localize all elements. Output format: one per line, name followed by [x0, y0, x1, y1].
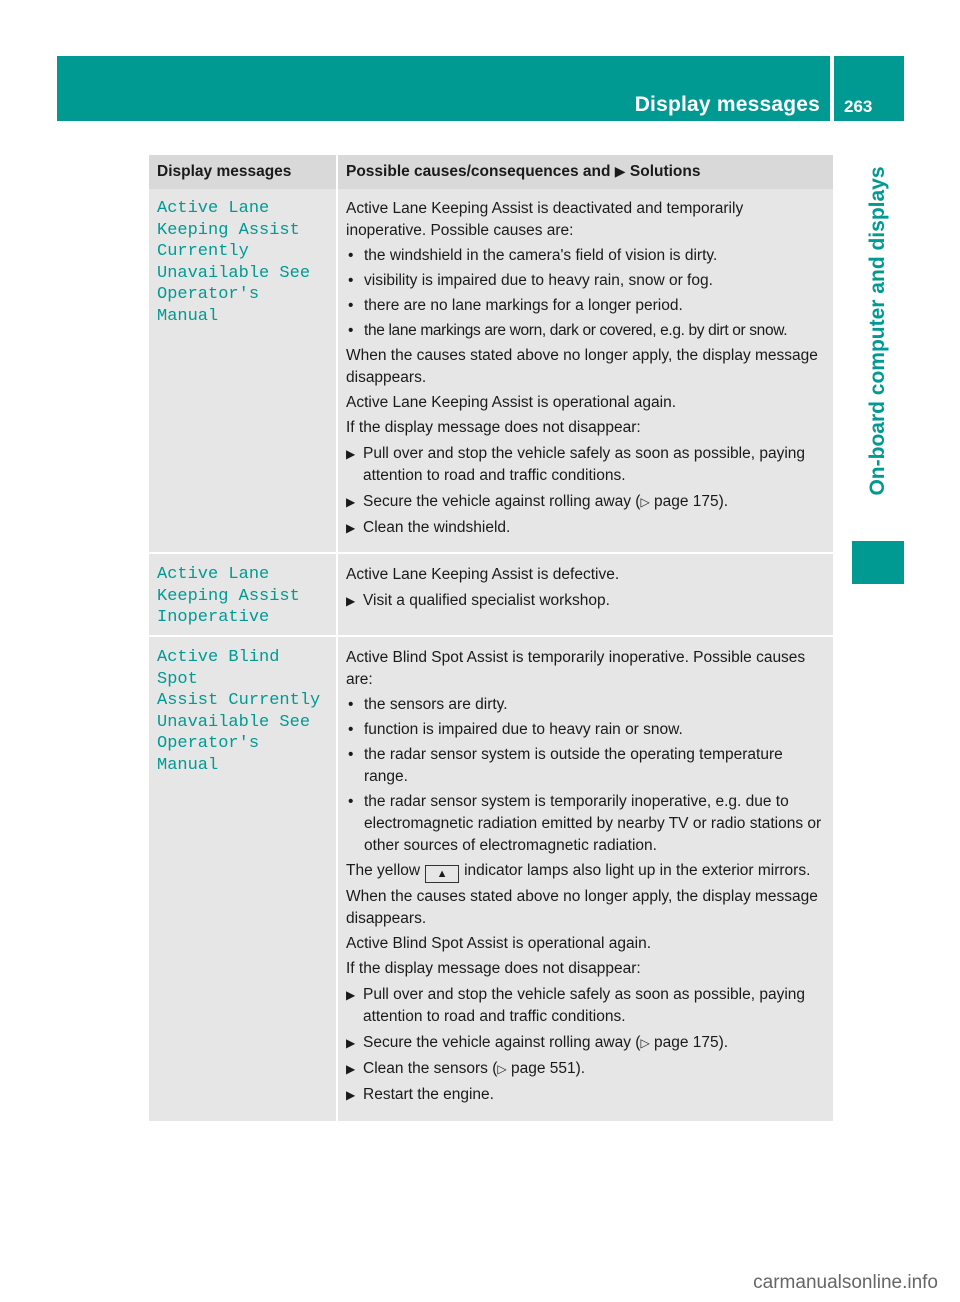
side-tab-label: On-board computer and displays — [866, 166, 889, 496]
action-step: ▶ Restart the engine. — [346, 1084, 827, 1106]
action-arrow-icon: ▶ — [346, 495, 356, 509]
bullet-icon: • — [348, 696, 354, 713]
bullet-icon: • — [348, 322, 354, 339]
table-row — [149, 553, 833, 636]
action-arrow-icon: ▶ — [346, 1088, 356, 1102]
action-step: ▶ Secure the vehicle against rolling away (▷ page 175). — [346, 491, 827, 513]
section-title: Display messages — [634, 93, 820, 116]
page-ref-icon: ▷ — [640, 1036, 650, 1050]
display-message: Active Blind Spot Assist Currently Unavailable See Operator's Manual — [149, 636, 337, 1121]
list-item: • the windshield in the camera's field of vision is dirty. — [346, 245, 827, 267]
column-header-solutions: Possible causes/consequences and ▶ Solutions — [337, 155, 833, 189]
message-description: Active Lane Keeping Assist is deactivated and temporarily inoperative. Possible causes are: • the windshield in the camera's field of vision is dirty. • visibility is impaired due to heavy rain, snow or fog. • there are no lane markings for a longer period. • the lane markings are worn, dark or covered, e.g. by dirt or snow. When the causes stated above no longer apply, the display message disappears. Active Lane Keeping Assist is operational again. If the display message does not disappear: ▶ Pull over and stop the vehicle safely as soon as possible, paying attention to road and traffic conditions. ▶ Secure the vehicle against rolling away (▷ page 175). ▶ Clean the windshield. — [337, 189, 833, 553]
page-reference[interactable]: page 175). — [653, 1034, 729, 1051]
page-number: 263 — [844, 97, 873, 116]
list-item: • the radar sensor system is outside the operating temperature range. — [346, 744, 827, 788]
action-arrow-icon: ▶ — [346, 521, 356, 535]
page-ref-icon: ▷ — [497, 1062, 507, 1076]
side-tab — [852, 121, 904, 541]
action-step: ▶ Clean the windshield. — [346, 517, 827, 539]
display-message: Active Lane Keeping Assist Inoperative — [149, 553, 337, 636]
blind-spot-warning-lamp-icon: ▲ — [425, 865, 459, 883]
list-item: • the radar sensor system is temporarily inoperative, e.g. due to electromagnetic radiation emitted by nearby TV or radio stations or other sources of electromagnetic radiation. — [346, 791, 827, 857]
list-item: • the sensors are dirty. — [346, 694, 827, 716]
bullet-icon: • — [348, 272, 354, 289]
header-bar — [57, 56, 830, 121]
page-ref-icon: ▷ — [640, 495, 650, 509]
column-header-messages: Display messages — [149, 155, 337, 189]
bullet-icon: • — [348, 247, 354, 264]
action-arrow-icon: ▶ — [346, 1062, 356, 1076]
action-step: ▶ Clean the sensors (▷ page 551). — [346, 1058, 827, 1080]
display-messages-table — [149, 155, 833, 1121]
bullet-icon: • — [348, 721, 354, 738]
action-step: ▶ Pull over and stop the vehicle safely as soon as possible, paying attention to road and traffic conditions. — [346, 443, 827, 487]
action-step: ▶ Visit a qualified specialist workshop. — [346, 590, 827, 612]
bullet-icon: • — [348, 746, 354, 763]
table-row — [149, 636, 833, 1121]
action-arrow-icon: ▶ — [346, 594, 356, 608]
action-step: ▶ Pull over and stop the vehicle safely as soon as possible, paying attention to road and traffic conditions. — [346, 984, 827, 1028]
action-arrow-icon: ▶ — [346, 447, 356, 461]
watermark: carmanualsonline.info — [753, 1272, 938, 1293]
page-number-box — [834, 56, 904, 121]
list-item: • visibility is impaired due to heavy rain, snow or fog. — [346, 270, 827, 292]
list-item: • function is impaired due to heavy rain or snow. — [346, 719, 827, 741]
bullet-icon: • — [348, 793, 354, 810]
action-arrow-icon: ▶ — [614, 163, 626, 179]
list-item: • there are no lane markings for a longer period. — [346, 295, 827, 317]
display-message: Active Lane Keeping Assist Currently Unavailable See Operator's Manual — [149, 189, 337, 553]
side-tab-marker — [852, 541, 904, 584]
action-step: ▶ Secure the vehicle against rolling away (▷ page 175). — [346, 1032, 827, 1054]
page-reference[interactable]: page 551). — [510, 1060, 586, 1077]
action-arrow-icon: ▶ — [346, 988, 356, 1002]
list-item: • the lane markings are worn, dark or covered, e.g. by dirt or snow. — [346, 320, 827, 342]
bullet-icon: • — [348, 297, 354, 314]
table-header-row — [149, 155, 833, 189]
message-description: Active Lane Keeping Assist is defective. ▶ Visit a qualified specialist workshop. — [337, 553, 833, 636]
page-reference[interactable]: page 175). — [653, 493, 729, 510]
message-description: Active Blind Spot Assist is temporarily inoperative. Possible causes are: • the sensors are dirty. • function is impaired due to heavy rain or snow. • the radar sensor system is outside the operating temperature range. • the radar sensor system is temporarily inoperative, e.g. due to electromagnetic radiation emitted by nearby TV or radio stations or other sources of electromagnetic radiation. The yellow ▲ indicator lamps also light up in the exterior mirrors. When the causes stated above no longer apply, the display message disappears. Active Blind Spot Assist is operational again. If the display message does not disappear: ▶ Pull over and stop the vehicle safely as soon as possible, paying attention to road and traffic conditions. ▶ Secure the vehicle against rolling away (▷ page 175). ▶ Clean the sensors (▷ page 551). ▶ Restart the engine. — [337, 636, 833, 1121]
table-row — [149, 189, 833, 553]
action-arrow-icon: ▶ — [346, 1036, 356, 1050]
